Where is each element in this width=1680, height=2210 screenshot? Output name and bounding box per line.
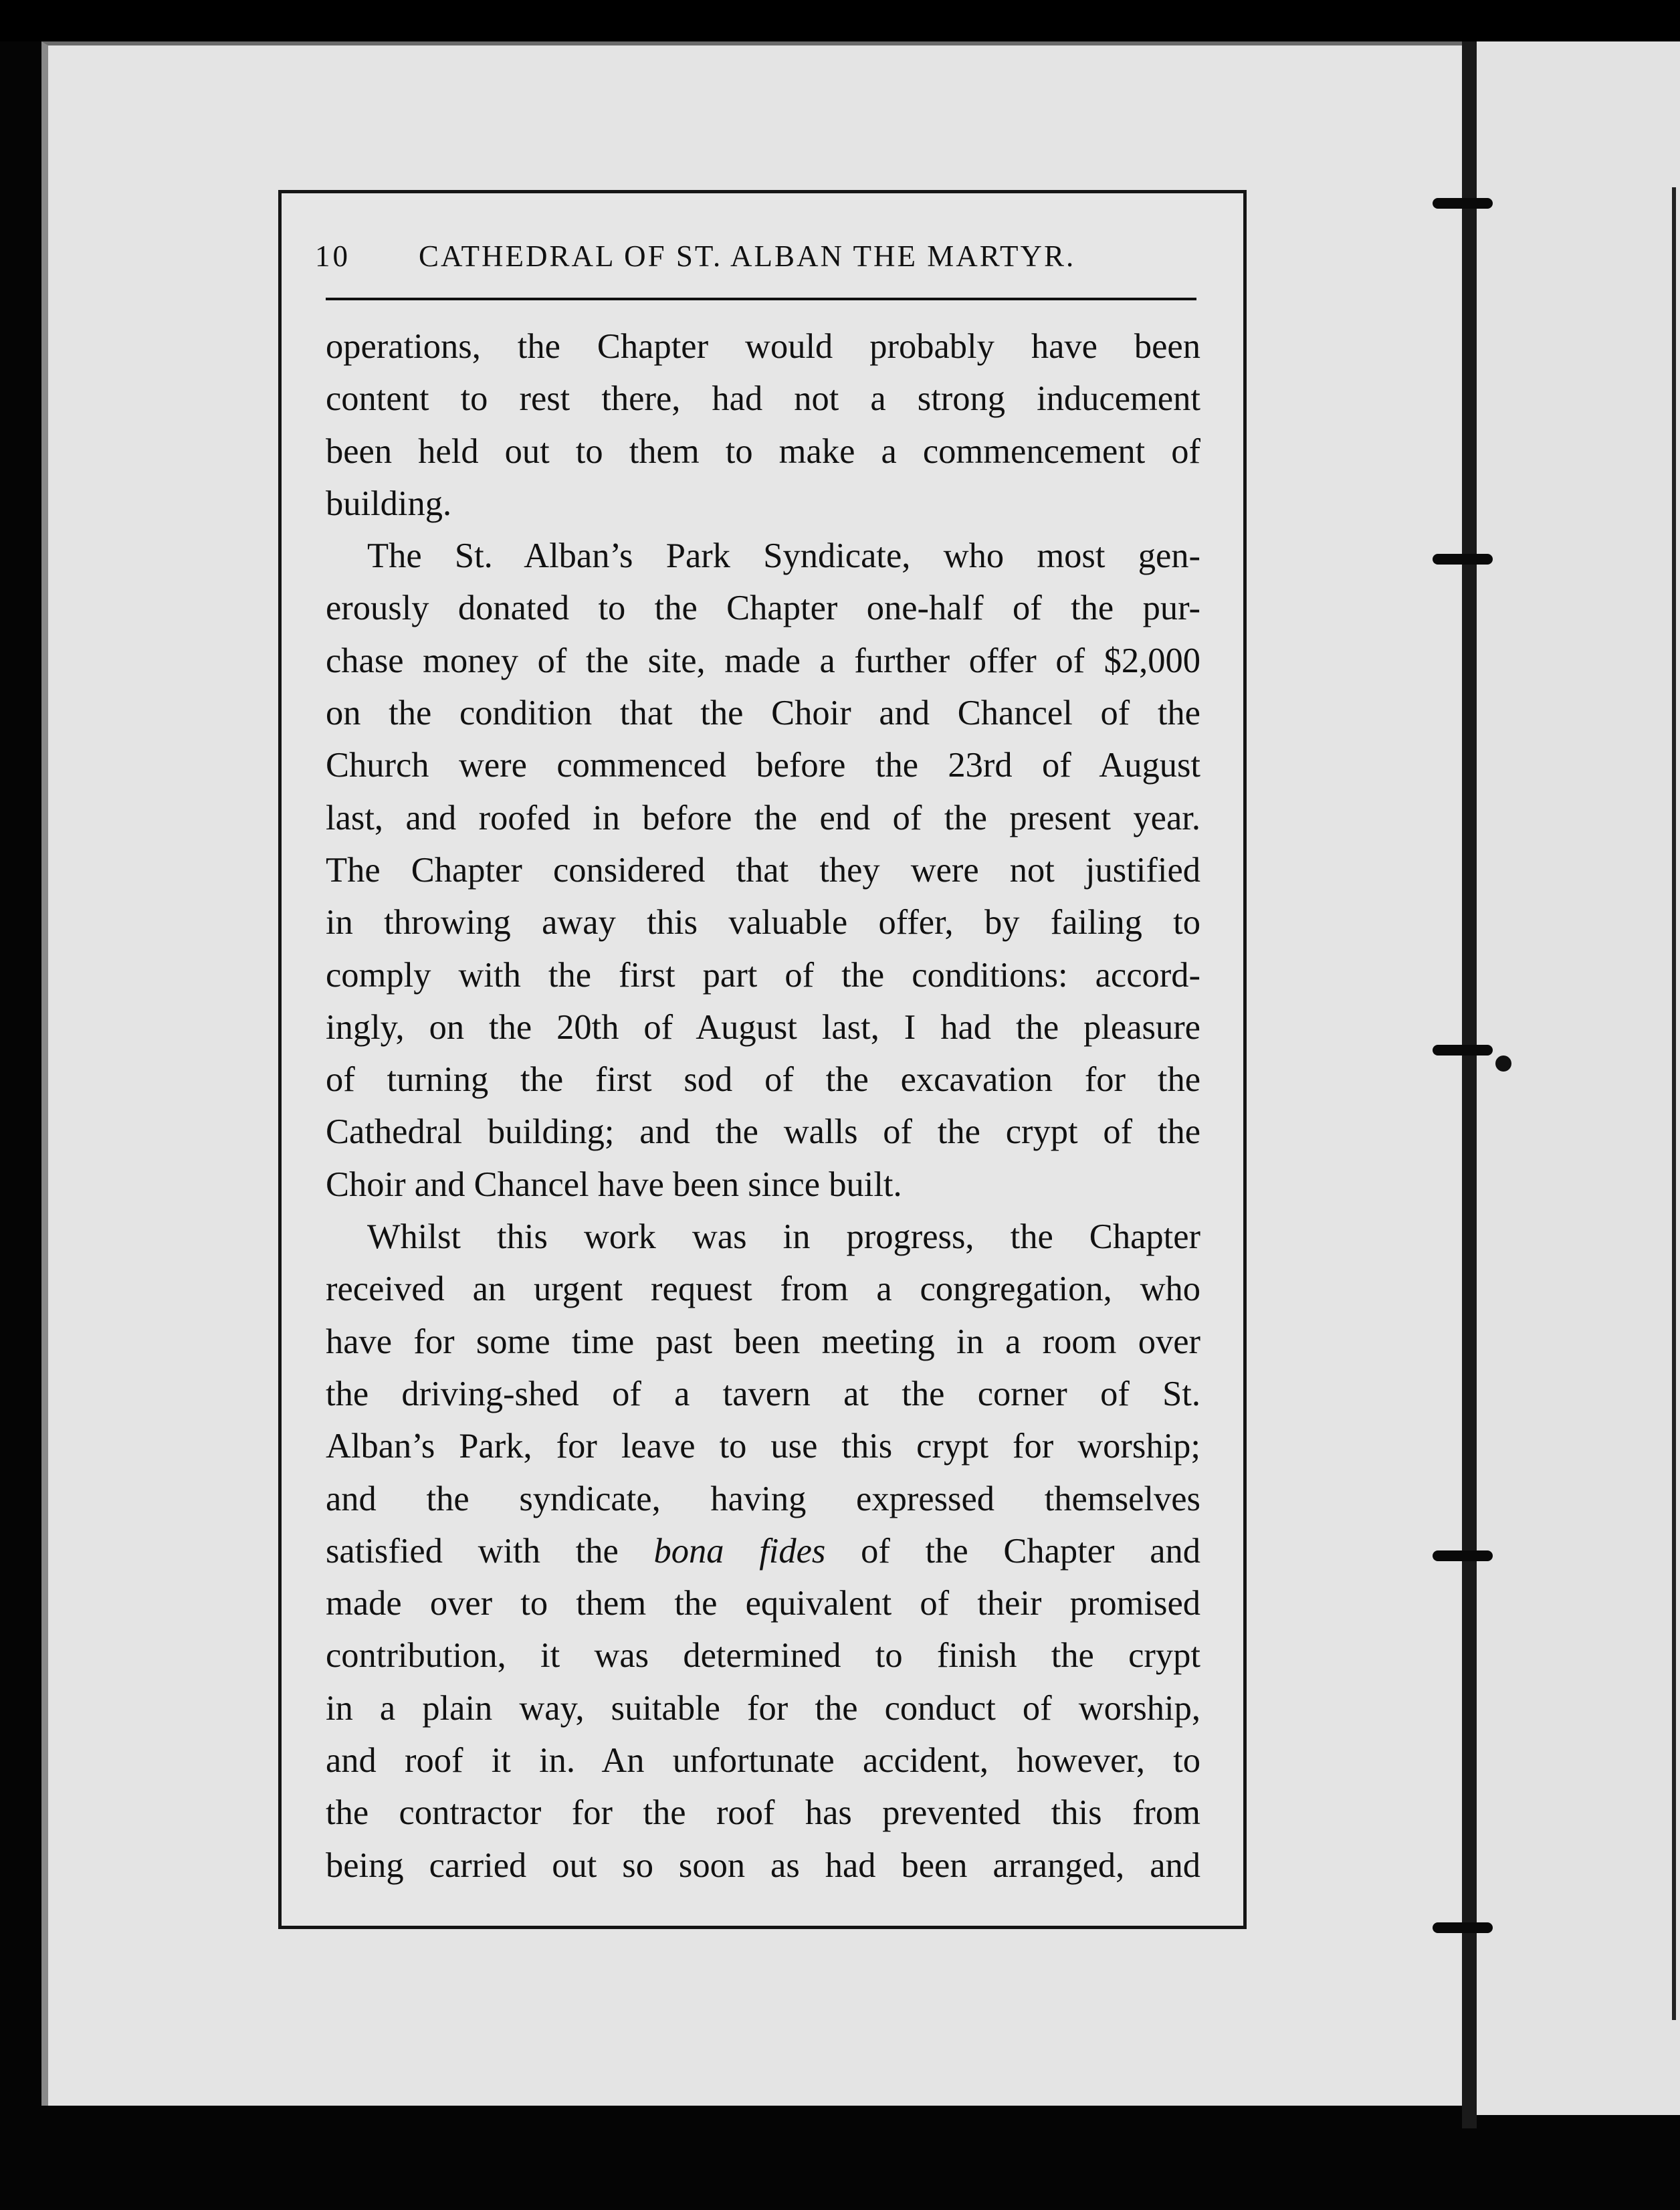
text-line: of turning the first sod of the excavation for the — [326, 1060, 1200, 1100]
binding-stitch — [1433, 1922, 1493, 1933]
text-line: Cathedral building; and the walls of the crypt of the — [326, 1112, 1200, 1152]
text-fragment: of the Chapter and — [825, 1531, 1201, 1571]
text-line: building. — [326, 484, 452, 523]
text-line: in a plain way, suitable for the conduct of worship, — [326, 1688, 1200, 1728]
binding-stitch — [1433, 554, 1493, 565]
text-line: erously donated to the Chapter one-half of the pur- — [326, 589, 1200, 628]
text-line: last, and roofed in before the end of the present year. — [326, 798, 1200, 837]
text-line: Alban’s Park, for leave to use this crypt for worship; — [326, 1427, 1200, 1466]
running-head — [315, 239, 1184, 279]
ink-spot — [1495, 1056, 1511, 1072]
header-rule — [326, 298, 1196, 300]
page-frame — [278, 190, 1247, 1929]
binding-stitch — [1433, 1045, 1493, 1056]
page-number: 10 — [315, 239, 350, 273]
right-page-frame-edge — [1672, 187, 1676, 2020]
text-line: received an urgent request from a congregation, who — [326, 1270, 1200, 1309]
text-fragment: satisfied with the — [326, 1531, 654, 1571]
text-line: contribution, it was determined to finish the crypt — [326, 1636, 1200, 1676]
text-line: made over to them the equivalent of their promised — [326, 1584, 1200, 1623]
text-line: content to rest there, had not a strong inducement — [326, 379, 1200, 419]
text-line: in throwing away this valuable offer, by failing to — [326, 903, 1200, 942]
body-text — [326, 320, 1200, 1892]
text-line: Whilst this work was in progress, the Chapter — [367, 1217, 1200, 1257]
text-line: chase money of the site, made a further offer of $2,000 — [326, 641, 1200, 680]
text-line: The St. Alban’s Park Syndicate, who most gen- — [367, 536, 1200, 576]
text-line: The Chapter considered that they were not justified — [326, 850, 1200, 890]
left-page — [41, 41, 1462, 2106]
running-title: CATHEDRAL OF ST. ALBAN THE MARTYR. — [419, 239, 1076, 273]
text-line: been held out to them to make a commencement of — [326, 431, 1200, 471]
text-line: the driving-shed of a tavern at the corner of St. — [326, 1374, 1200, 1413]
italic-phrase: bona fides — [653, 1531, 826, 1571]
text-line: Church were commenced before the 23rd of August — [326, 746, 1200, 785]
text-line: have for some time past been meeting in a room over — [326, 1322, 1200, 1361]
paragraph-2 — [326, 530, 1200, 1211]
scan-border-top — [0, 0, 1680, 41]
text-line: the contractor for the roof has prevented this from — [326, 1793, 1200, 1833]
text-line-with-italic — [326, 1525, 1200, 1577]
binding-stitch — [1433, 198, 1493, 209]
text-line: comply with the first part of the conditions: accord- — [326, 955, 1200, 995]
text-line: and the syndicate, having expressed themselves — [326, 1479, 1200, 1518]
text-line: and roof it in. An unfortunate accident, however, to — [326, 1741, 1200, 1781]
binding-stitch — [1433, 1550, 1493, 1561]
text-line: operations, the Chapter would probably have been — [326, 327, 1200, 366]
paragraph-1 — [326, 320, 1200, 530]
text-line: Choir and Chancel have been since built. — [326, 1165, 902, 1204]
right-page-edge — [1477, 41, 1680, 2115]
text-line: being carried out so soon as had been arranged, and — [326, 1845, 1200, 1885]
text-line: on the condition that the Choir and Chancel of the — [326, 694, 1200, 733]
paragraph-3 — [326, 1211, 1200, 1892]
text-line: ingly, on the 20th of August last, I had the pleasure — [326, 1007, 1200, 1047]
book-gutter — [1462, 41, 1477, 2128]
